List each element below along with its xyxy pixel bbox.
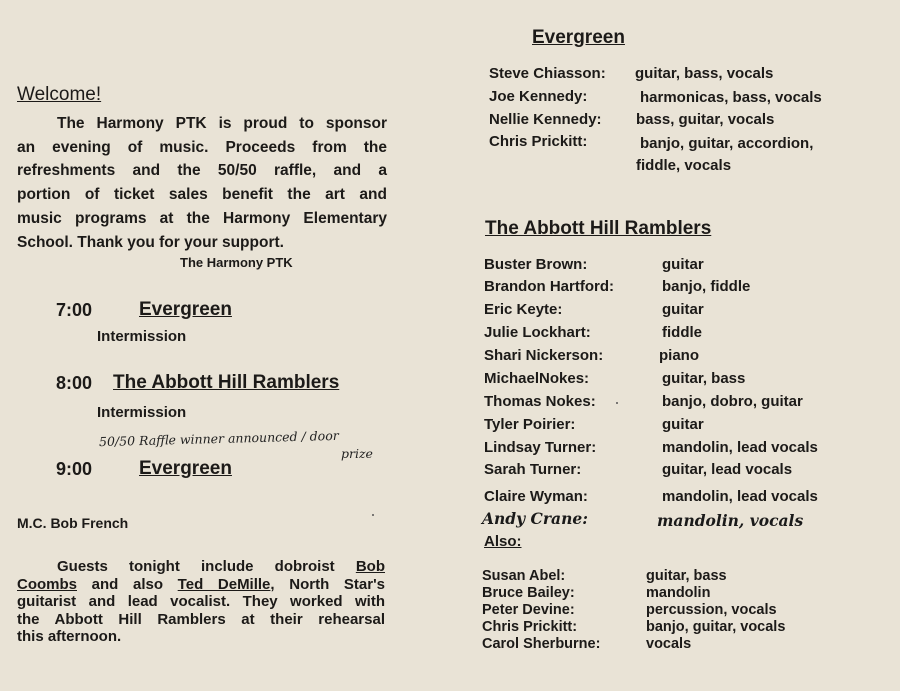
handwritten-member-name: Andy Crane: bbox=[482, 509, 588, 528]
mc-line: M.C. Bob French bbox=[17, 515, 129, 531]
member-name: Sarah Turner: bbox=[484, 461, 582, 478]
member-name: MichaelNokes: bbox=[484, 370, 590, 387]
also-name: Peter Devine: bbox=[482, 602, 575, 618]
member-role: fiddle bbox=[662, 324, 702, 341]
member-name: Tyler Poirier: bbox=[484, 416, 576, 433]
guests-text: Guests tonight include dobroist bbox=[57, 558, 356, 575]
guest-name-ted: Ted DeMille bbox=[177, 575, 271, 593]
member-role: fiddle, vocals bbox=[636, 157, 732, 174]
also-role: percussion, vocals bbox=[646, 602, 777, 618]
welcome-line: an evening of music. Proceeds from the bbox=[17, 138, 387, 156]
handwritten-prize-note: prize bbox=[341, 446, 373, 461]
guest-name-coombs: Coombs bbox=[17, 575, 77, 593]
welcome-line: School. Thank you for your support. bbox=[17, 233, 284, 251]
welcome-heading: Welcome! bbox=[17, 84, 102, 105]
member-role: mandolin, lead vocals bbox=[662, 439, 818, 456]
member-role: banjo, dobro, guitar bbox=[662, 393, 803, 410]
guests-text: and also bbox=[77, 575, 178, 593]
also-name: Carol Sherburne: bbox=[482, 636, 601, 652]
member-role: guitar, bass bbox=[662, 370, 746, 387]
guests-line: this afternoon. bbox=[17, 628, 122, 645]
ramblers-heading: The Abbott Hill Ramblers bbox=[485, 218, 712, 239]
guests-line bbox=[17, 576, 385, 594]
member-role: guitar bbox=[662, 301, 704, 318]
guest-name-bob: Bob bbox=[355, 558, 385, 575]
member-name: Buster Brown: bbox=[484, 256, 588, 273]
member-role: mandolin, lead vocals bbox=[662, 488, 818, 505]
ink-speck bbox=[616, 402, 618, 404]
member-name: Steve Chiasson: bbox=[489, 65, 606, 82]
guests-line: guitarist and lead vocalist. They worked with bbox=[17, 593, 385, 610]
guests-paragraph bbox=[17, 558, 385, 646]
member-name: Eric Keyte: bbox=[484, 301, 563, 318]
also-name: Bruce Bailey: bbox=[482, 585, 575, 601]
member-name: Thomas Nokes: bbox=[484, 393, 596, 410]
guests-text: , North Star's bbox=[270, 575, 385, 593]
member-name: Joe Kennedy: bbox=[489, 88, 588, 105]
time-8: 8:00 bbox=[56, 373, 93, 393]
act-ramblers: The Abbott Hill Ramblers bbox=[113, 372, 340, 393]
also-name: Susan Abel: bbox=[482, 568, 566, 584]
member-role: guitar bbox=[662, 416, 704, 433]
evergreen-heading: Evergreen bbox=[532, 27, 625, 48]
member-name: Lindsay Turner: bbox=[484, 439, 597, 456]
also-role: guitar, bass bbox=[646, 568, 727, 584]
welcome-line: refreshments and the 50/50 raffle, and a bbox=[17, 162, 387, 180]
also-label: Also: bbox=[484, 533, 522, 550]
welcome-line: portion of ticket sales benefit the art and bbox=[17, 186, 387, 204]
handwritten-member-role: mandolin, vocals bbox=[657, 511, 804, 530]
also-role: vocals bbox=[646, 636, 692, 652]
member-name: Julie Lockhart: bbox=[484, 324, 591, 341]
member-role: harmonicas, bass, vocals bbox=[640, 89, 822, 106]
act-evergreen-1: Evergreen bbox=[139, 299, 232, 320]
member-role: banjo, guitar, accordion, bbox=[640, 135, 814, 152]
time-9: 9:00 bbox=[56, 459, 93, 479]
also-role: mandolin bbox=[646, 585, 711, 601]
member-name: Brandon Hartford: bbox=[484, 278, 614, 295]
ink-speck bbox=[372, 514, 374, 516]
member-role: guitar bbox=[662, 256, 704, 273]
also-role: banjo, guitar, vocals bbox=[646, 619, 786, 635]
member-name: Shari Nickerson: bbox=[484, 347, 604, 364]
intermission-2: Intermission bbox=[97, 404, 187, 421]
guests-line: the Abbott Hill Ramblers at their rehearsal bbox=[17, 610, 385, 628]
welcome-line: The Harmony PTK is proud to sponsor bbox=[57, 115, 387, 132]
member-role: guitar, lead vocals bbox=[662, 461, 793, 478]
member-role: piano bbox=[659, 347, 699, 364]
welcome-line: music programs at the Harmony Elementary bbox=[17, 209, 387, 227]
member-name: Claire Wyman: bbox=[484, 488, 588, 505]
act-evergreen-2: Evergreen bbox=[139, 458, 232, 479]
member-role: bass, guitar, vocals bbox=[636, 111, 775, 128]
also-name: Chris Prickitt: bbox=[482, 619, 578, 635]
member-role: guitar, bass, vocals bbox=[635, 65, 774, 82]
guests-line bbox=[17, 558, 385, 576]
time-7: 7:00 bbox=[56, 300, 93, 320]
member-name: Chris Prickitt: bbox=[489, 133, 588, 150]
handwritten-raffle-note: 50/50 Raffle winner announced / door bbox=[98, 427, 339, 450]
signature: The Harmony PTK bbox=[180, 255, 293, 270]
member-role: banjo, fiddle bbox=[662, 278, 751, 295]
welcome-paragraph bbox=[17, 112, 387, 254]
intermission-1: Intermission bbox=[97, 328, 187, 345]
member-name: Nellie Kennedy: bbox=[489, 111, 602, 128]
